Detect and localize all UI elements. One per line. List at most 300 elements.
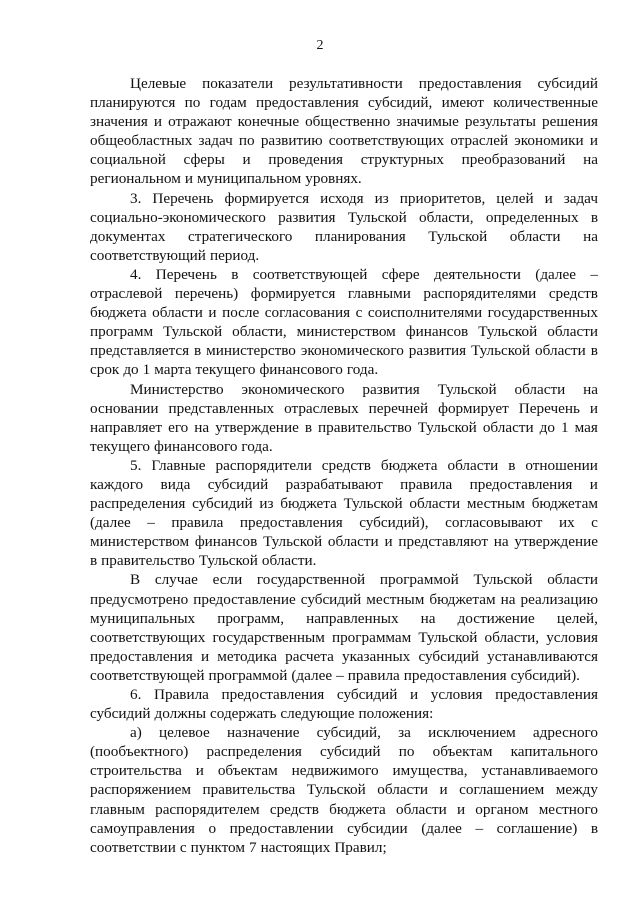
word: предусмотрено	[90, 590, 189, 608]
word: субсидий	[90, 705, 151, 723]
word: соглашение)	[496, 819, 578, 837]
word: области,	[419, 208, 474, 226]
word: между	[555, 781, 598, 799]
text-line	[90, 570, 598, 589]
word: на	[420, 609, 436, 627]
word: сфере	[381, 265, 420, 283]
word: мая	[574, 418, 598, 436]
word: правительства	[202, 781, 296, 799]
word: области	[327, 533, 379, 551]
word: из	[374, 189, 389, 207]
word: согласования	[264, 304, 351, 322]
word: –	[590, 265, 598, 283]
word: положения:	[358, 705, 434, 723]
word: целевое	[159, 724, 210, 742]
word: преобразований	[461, 151, 566, 169]
text-line	[90, 284, 598, 303]
word: текущего	[90, 437, 151, 455]
word: бюджетам	[531, 495, 598, 513]
word: бюджетам	[429, 590, 496, 608]
text-line	[90, 475, 598, 494]
word: документах	[90, 227, 166, 245]
word: области	[482, 418, 534, 436]
word: главными	[347, 285, 411, 303]
word: 7	[248, 838, 257, 856]
word: правила	[171, 514, 224, 532]
page-number: 2	[316, 38, 324, 53]
word: в	[508, 456, 516, 474]
word: (далее	[535, 265, 576, 283]
word: о	[208, 819, 217, 837]
word: планирования	[314, 227, 406, 245]
word: настоящих	[260, 838, 331, 856]
word: должны	[154, 705, 207, 723]
word: по	[184, 94, 201, 112]
word: субсидий	[418, 647, 479, 665]
text-line	[90, 761, 598, 780]
word: В	[130, 571, 141, 589]
word: Целевые	[130, 75, 187, 92]
word: предоставления	[418, 75, 522, 92]
word: Перечень	[152, 189, 214, 207]
word: Перечень	[518, 399, 580, 417]
text-line	[90, 131, 598, 150]
text-line	[90, 685, 598, 704]
word: средств	[321, 456, 371, 474]
word: и	[439, 781, 448, 799]
word: субсидий,	[316, 724, 381, 742]
text-line	[90, 800, 598, 819]
word: субсидий	[320, 743, 381, 761]
word: условия	[430, 686, 483, 703]
text-line	[90, 93, 598, 112]
word: срок	[90, 361, 120, 379]
word: условия	[546, 628, 598, 646]
word: области	[377, 781, 429, 799]
word: распределения	[90, 495, 186, 513]
word: экономического	[300, 342, 404, 360]
word: экономики	[514, 132, 584, 150]
word: –	[147, 514, 155, 532]
word: недвижимого	[291, 762, 379, 780]
word: соответствующей	[252, 265, 368, 283]
word: представляется	[90, 342, 190, 360]
word: случае	[154, 571, 198, 589]
word: основании	[90, 399, 159, 417]
text-line	[90, 609, 598, 628]
word: развития	[408, 342, 467, 360]
word: распорядителем	[155, 800, 260, 818]
word: 1	[561, 418, 569, 436]
word: Тульской	[428, 227, 488, 245]
word: отраслевой	[90, 285, 163, 303]
word: соглашением	[459, 781, 545, 799]
word: Тульской	[306, 781, 366, 799]
word: формируется	[250, 285, 336, 303]
word: области	[514, 380, 566, 398]
word: значимые	[396, 113, 459, 131]
word: из	[259, 495, 274, 513]
text-line	[90, 742, 598, 761]
text-line	[90, 418, 598, 437]
word: целей	[496, 189, 534, 207]
word: органом	[475, 800, 529, 818]
word: программой	[208, 666, 288, 684]
word: результативности	[289, 75, 403, 92]
text-line	[90, 437, 598, 456]
text-line	[90, 494, 598, 513]
word: 6.	[130, 686, 142, 703]
word: Тульской	[198, 552, 258, 570]
word: соответствии	[90, 838, 176, 856]
text-line	[90, 341, 598, 360]
word: и	[153, 113, 163, 131]
word: планируются	[90, 94, 176, 112]
word: бюджета	[329, 800, 386, 818]
word: целей,	[556, 609, 598, 627]
word: расчета	[285, 647, 334, 665]
word: местным	[366, 590, 425, 608]
word: формируется	[224, 189, 310, 207]
word: субсидий,	[368, 94, 433, 112]
word: развитию	[260, 132, 323, 150]
text-line	[90, 322, 598, 341]
word: и	[410, 686, 419, 703]
word: стратегического	[188, 227, 293, 245]
word: в	[194, 342, 202, 360]
word: проведения	[268, 151, 343, 169]
word: местным	[466, 495, 525, 513]
word: соответствующий	[90, 246, 206, 264]
word: соответствующих	[90, 628, 206, 646]
word: предоставления	[403, 666, 507, 684]
text-line	[90, 169, 598, 188]
word: в	[590, 342, 598, 360]
word: и	[242, 151, 251, 169]
text-line	[90, 246, 598, 265]
text-line	[90, 189, 598, 208]
word: объектам	[432, 743, 493, 761]
word: значения	[90, 113, 148, 131]
text-line	[90, 303, 598, 322]
word: отражают	[168, 113, 232, 131]
word: достижение	[457, 609, 535, 627]
text-line	[90, 666, 598, 685]
word: Правила	[153, 686, 209, 703]
word: года.	[241, 437, 273, 455]
word: программ,	[217, 609, 285, 627]
word: исходя	[320, 189, 364, 207]
word: Тульской	[263, 533, 323, 551]
word: области,	[232, 323, 287, 341]
word: если	[212, 571, 243, 589]
word: правила	[400, 475, 453, 493]
word: Тульской	[437, 380, 497, 398]
word: утверждение	[514, 533, 598, 551]
text-line	[90, 360, 598, 379]
word: Тульской	[163, 323, 223, 341]
word: имеют	[441, 94, 484, 112]
word: области	[535, 342, 586, 360]
text-line	[90, 112, 598, 131]
word: устанавливаются	[487, 647, 598, 665]
word: финансового	[259, 361, 343, 379]
word: главным	[90, 800, 145, 818]
text-line	[90, 628, 598, 647]
word: перечень)	[174, 285, 239, 303]
word: решения	[541, 113, 598, 131]
word: программой	[379, 571, 459, 589]
word: субсидий	[537, 75, 598, 92]
text-line	[90, 513, 598, 532]
word: на	[583, 227, 598, 245]
word: за	[398, 724, 411, 742]
word: приоритетов,	[399, 189, 486, 207]
text-line	[90, 590, 598, 609]
word: по	[398, 743, 415, 761]
word: муниципальном	[196, 170, 302, 188]
word: финансового	[154, 437, 238, 455]
text-line	[90, 150, 598, 169]
word: структурных	[360, 151, 444, 169]
text-line	[90, 399, 598, 418]
word: бюджета	[280, 495, 337, 513]
word: распорядители	[215, 456, 312, 474]
word: министерством	[90, 533, 190, 551]
word: предоставления	[495, 686, 598, 703]
word: области	[547, 571, 598, 589]
word: каждого	[90, 475, 144, 493]
word: области	[447, 456, 499, 474]
word: (далее	[90, 514, 131, 532]
word: по	[238, 132, 255, 150]
word: в	[231, 265, 239, 283]
text-line	[90, 208, 598, 227]
word: субсидий	[336, 686, 398, 703]
text-line	[90, 551, 598, 570]
word: соисполнителями	[367, 304, 483, 322]
word: его	[168, 418, 189, 436]
word: субсидий	[192, 495, 253, 513]
word: Перечень	[155, 265, 217, 283]
word: отношении	[525, 456, 598, 474]
word: финансов	[405, 323, 469, 341]
text-line	[90, 456, 598, 475]
word: и	[384, 533, 393, 551]
word: социально-экономического	[90, 208, 266, 226]
word: и	[589, 475, 598, 493]
word: формирует	[438, 399, 509, 417]
word: пунктом	[190, 838, 245, 856]
word: направляет	[90, 418, 163, 436]
word: 4.	[130, 265, 142, 283]
word: направленных	[306, 609, 399, 627]
word: года.	[346, 361, 379, 379]
word: субсидий).	[510, 666, 580, 684]
word: строительства	[90, 762, 182, 780]
word: 1	[142, 361, 151, 379]
word: количественные	[493, 94, 598, 112]
word: правительство	[318, 418, 412, 436]
word: области	[409, 495, 461, 513]
text-line	[90, 723, 598, 742]
word: представляют	[398, 533, 488, 551]
word: предоставлении	[229, 819, 334, 837]
word: на	[500, 590, 516, 608]
word: государственным	[212, 628, 325, 646]
word: местного	[538, 800, 598, 818]
word: субсидий),	[359, 514, 429, 532]
word: на	[583, 380, 598, 398]
word: уровнях.	[305, 170, 362, 188]
word: и	[589, 399, 598, 417]
word: средств	[269, 800, 319, 818]
word: Тульской	[478, 323, 538, 341]
word: самоуправления	[90, 819, 195, 837]
document-body	[90, 74, 598, 857]
word: (пообъектного)	[90, 743, 189, 761]
text-line	[90, 380, 598, 399]
word: соответствующих	[328, 132, 445, 150]
word: вида	[160, 475, 191, 493]
word: утверждение	[215, 418, 299, 436]
word: в	[590, 208, 598, 226]
word: Тульской	[418, 628, 478, 646]
word: правительство	[101, 552, 195, 570]
word: согласовывают	[445, 514, 543, 532]
text-line	[90, 532, 598, 551]
word: до	[539, 418, 555, 436]
text-line	[90, 838, 598, 857]
word: задач	[198, 132, 233, 150]
word: определенных	[485, 208, 579, 226]
word: указанных	[342, 647, 411, 665]
word: программам	[331, 628, 412, 646]
word: марта	[154, 361, 192, 379]
word: области.	[261, 552, 317, 570]
word: исключением	[428, 724, 516, 742]
word: распоряжением	[90, 781, 192, 799]
word: 5.	[130, 456, 142, 474]
word: общественно	[305, 113, 391, 131]
word: государственной	[256, 571, 366, 589]
word: отраслевых	[284, 399, 359, 417]
word: в	[90, 552, 98, 570]
word: региональном	[90, 170, 181, 188]
word: правила	[347, 666, 400, 684]
word: области,	[484, 628, 540, 646]
word: и	[589, 132, 598, 150]
text-line	[90, 704, 598, 723]
word: годам	[209, 94, 247, 112]
word: бюджета	[90, 304, 147, 322]
word: адресного	[532, 724, 598, 742]
text-line	[90, 265, 598, 284]
word: (далее	[291, 666, 333, 684]
word: средств	[548, 285, 598, 303]
word: на	[194, 418, 210, 436]
word: экономического	[241, 380, 345, 398]
text-line	[90, 819, 598, 838]
word: распорядителями	[423, 285, 537, 303]
word: программ	[90, 323, 154, 341]
word: сферы	[183, 151, 225, 169]
word: объектам	[217, 762, 278, 780]
word: их	[558, 514, 575, 532]
word: конечные	[237, 113, 300, 131]
word: следующие	[280, 705, 355, 723]
word: предоставление	[193, 590, 296, 608]
word: финансов	[194, 533, 258, 551]
word: назначение	[226, 724, 300, 742]
text-line	[90, 74, 598, 93]
word: общеобластных	[90, 132, 193, 150]
word: в	[304, 418, 313, 436]
word: Тульской	[343, 495, 403, 513]
word: и	[195, 762, 204, 780]
word: и	[200, 647, 210, 665]
word: субсидий	[207, 475, 269, 493]
word: с	[179, 838, 187, 856]
word: предоставления	[239, 514, 343, 532]
word: Правил;	[334, 838, 387, 856]
word: и	[184, 170, 193, 188]
word: Тульской	[471, 342, 531, 360]
word: государственных	[487, 304, 598, 322]
word: имущества,	[392, 762, 468, 780]
word: разрабатывают	[285, 475, 383, 493]
word: области	[396, 800, 447, 818]
word: а)	[130, 724, 142, 742]
word: развития	[278, 208, 336, 226]
word: области	[152, 304, 203, 322]
word: муниципальных	[90, 609, 196, 627]
word: (далее	[421, 819, 462, 837]
word: с	[355, 304, 363, 322]
text-line	[90, 647, 598, 666]
word: в	[590, 819, 598, 837]
word: предоставления	[90, 647, 193, 665]
word: субсидий	[300, 590, 362, 608]
word: предоставления	[469, 475, 573, 493]
word: и	[544, 189, 553, 207]
word: содержать	[210, 705, 277, 723]
word: соответствующей	[90, 666, 205, 684]
word: показатели	[202, 75, 274, 92]
word: –	[336, 666, 344, 684]
word: министерством	[296, 323, 396, 341]
word: 3.	[130, 189, 142, 207]
word: реализацию	[520, 590, 598, 608]
word: капитального	[510, 743, 598, 761]
word: и	[456, 800, 466, 818]
text-line	[90, 227, 598, 246]
word: Тульской	[473, 571, 533, 589]
word: устанавливаемого	[481, 762, 598, 780]
word: представленных	[168, 399, 275, 417]
word: с	[591, 514, 598, 532]
word: период.	[209, 246, 260, 264]
word: Главные	[151, 456, 206, 474]
word: после	[222, 304, 260, 322]
word: предоставления	[255, 94, 359, 112]
word: Министерство	[130, 380, 224, 398]
word: задач	[563, 189, 598, 207]
word: на	[583, 151, 598, 169]
word: результаты	[464, 113, 536, 131]
word: предоставления	[221, 686, 325, 703]
word: методика	[217, 647, 277, 665]
